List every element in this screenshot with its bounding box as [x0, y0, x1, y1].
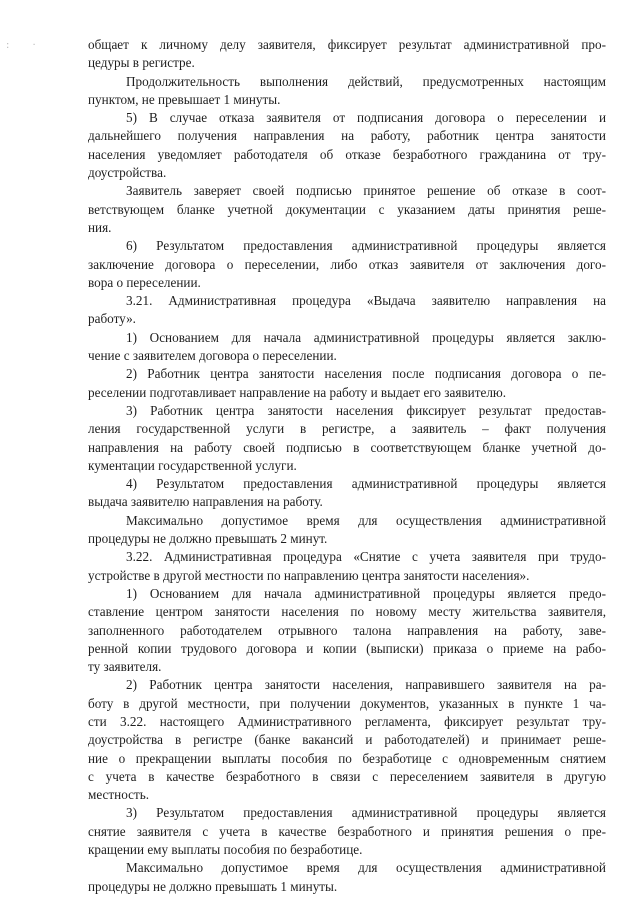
text-line: ние о прекращении выплаты пособия по безработице с одновременным снятием [88, 750, 606, 766]
text-line: 6) Результатом предоставления административной процедуры является [126, 238, 606, 254]
text-line: с учета в качестве безработного в связи с переселением заявителя в другую [88, 768, 606, 784]
text-line: ления государственной услуги в регистре, а заявитель – факт получения [88, 421, 606, 437]
text-line: Максимально допустимое время для осуществления административной [126, 512, 606, 528]
text-line: местность. [88, 787, 150, 803]
text-line: пунктом, не превышает 1 минуты. [88, 91, 281, 107]
text-line: вора о переселении. [88, 274, 201, 290]
text-line: ния. [88, 219, 112, 235]
text-line: 3) Результатом предоставления административной процедуры является [126, 805, 606, 821]
text-line: реселении подготавливает направление на работу и выдает его заявителю. [88, 384, 507, 400]
text-line: 4) Результатом предоставления административной процедуры является [126, 476, 606, 492]
text-line: ту заявителя. [88, 659, 162, 675]
text-line: направления на работу своей подписью в соответствующем бланке учетной до- [88, 439, 606, 455]
text-line: 1) Основанием для начала административной процедуры является заклю- [126, 329, 606, 345]
text-line: устройстве в другой местности по направлению центра занятости населения». [88, 567, 530, 583]
document-text [88, 36, 606, 896]
text-line: заполненного работодателем отрывного талона направления на работу, заве- [88, 622, 606, 638]
text-line: 3) Работник центра занятости населения фиксирует результат предостав- [126, 402, 606, 418]
text-line: 1) Основанием для начала административной процедуры является предо- [126, 585, 606, 601]
text-line: боту в другой местности, при получении документов, указанных в пункте 1 ча- [88, 695, 606, 711]
text-line: Максимально допустимое время для осуществления административной [126, 860, 606, 876]
text-line: заключение договора о переселении, либо отказ заявителя от заключения дого- [88, 256, 606, 272]
text-line: процедуры не должно превышать 2 минут. [88, 531, 328, 547]
text-line: ветствующем бланке учетной документации с указанием даты принятия реше- [88, 201, 606, 217]
text-line: общает к личному делу заявителя, фиксирует результат административной про- [88, 37, 606, 52]
text-line: 5) В случае отказа заявителя от подписания договора о переселении и [126, 110, 606, 126]
text-line: населения уведомляет работодателя об отказе безработного гражданина от тру- [88, 146, 606, 162]
text-line: работу». [88, 311, 136, 327]
text-line: доустройства. [88, 165, 167, 181]
text-line: 2) Работник центра занятости населения после подписания договора о пе- [126, 366, 606, 382]
text-line: чение с заявителем договора о переселении. [88, 348, 337, 364]
text-line: снятие заявителя с учета в качестве безработного и принятия решения о пре- [88, 823, 606, 839]
text-line: ставление центром занятости населения по новому месту жительства заявителя, [88, 604, 606, 620]
margin-mark: : · [6, 40, 46, 51]
text-line: дальнейшего получения направления на работу, работник центра занятости [88, 128, 606, 144]
text-line: доустройства в регистре (банке вакансий и работодателей) и принимает реше- [88, 732, 606, 748]
text-line: ренной копии трудового договора и копии (выписки) приказа о приеме на рабо- [88, 640, 606, 656]
text-line: Продолжительность выполнения действий, предусмотренных настоящим [126, 73, 606, 89]
text-line: сти 3.22. настоящего Административного регламента, фиксирует результат тру- [88, 713, 606, 729]
text-line: процедуры не должно превышать 1 минуты. [88, 878, 338, 894]
text-line: кращении ему выплаты пособия по безработице. [88, 842, 363, 858]
text-line: 2) Работник центра занятости населения, направившего заявителя на ра- [126, 677, 606, 693]
text-line: Заявитель заверяет своей подписью принятое решение об отказе в соот- [126, 183, 606, 199]
text-line: 3.22. Административная процедура «Снятие с учета заявителя при трудо- [126, 549, 606, 565]
text-line: выдача заявителю направления на работу. [88, 494, 323, 510]
text-line: цедуры в регистре. [88, 55, 195, 71]
text-line: кументации государственной услуги. [88, 457, 297, 473]
text-line: 3.21. Административная процедура «Выдача заявителю направления на [126, 293, 606, 309]
